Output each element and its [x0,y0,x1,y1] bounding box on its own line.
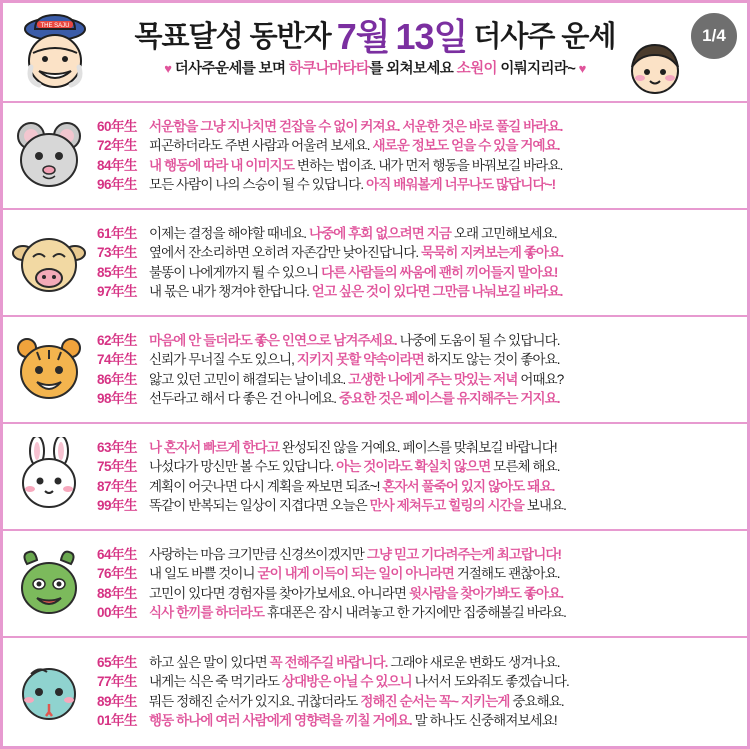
fortune-text-highlight: 아는 것이라도 확실치 않으면 [336,459,491,474]
fortune-text [149,606,566,620]
birth-year-label: 60年生 [97,118,138,134]
fortune-text-plain: 보내요. [523,498,567,513]
fortune-text [149,246,563,260]
subtitle-part-3: 이뤄지리라~ [500,61,576,77]
fortune-text-plain: 거절해도 괜찮아요. [453,566,560,581]
fortune-text-plain: 뭐든 정해진 순서가 있지요. 귀찮더라도 [149,693,361,709]
fortune-text-highlight: 마음에 안 들더라도 좋은 인연으로 남겨주세요. [149,332,397,348]
fortune-line [97,496,741,516]
heart-icon-left: ♥ [164,61,172,76]
svg-text:THE SAJU: THE SAJU [40,23,70,29]
fortune-lines [95,649,747,735]
fortune-text [149,480,554,494]
birth-year-label: 84年生 [97,157,138,173]
fortune-lines [95,434,747,520]
fortune-text [149,587,563,601]
fortune-line [97,477,741,497]
fortune-text-highlight: 윗사람을 찾아가봐도 좋아요. [408,585,564,601]
subtitle-part-2: 를 외쳐보세요 [369,61,454,77]
birth-year-label: 97年生 [97,284,138,299]
birth-year-label: 64年生 [97,546,138,562]
fortune-text-plain: 하고 싶은 말이 있다면 [149,654,270,670]
fortune-line [97,224,741,244]
fortune-text [149,656,560,670]
birth-year-label: 85年生 [97,264,138,280]
grandpa-mascot-icon [9,9,101,97]
birth-year-label: 62年生 [97,332,138,348]
zodiac-row-tiger [3,317,747,424]
fortune-text-highlight: 그냥 믿고 기다려주는게 최고랍니다! [366,546,562,562]
girl-mascot-icon [625,41,685,97]
fortune-text-plain: 모든 사람이 나의 스승이 될 수 있답니다. [149,177,367,192]
fortune-line [97,653,741,673]
fortune-text [149,334,560,348]
fortune-text-plain: 하지도 않는 것이 좋아요. [423,352,560,367]
fortune-text-plain: 오래 고민해보세요. [451,225,557,241]
fortune-text-plain: 불똥이 나에게까지 튈 수 있으니 [149,264,322,280]
fortune-text [149,548,561,562]
birth-year-label: 76年生 [97,566,138,581]
ox-avatar-icon [3,210,95,315]
fortune-text-plain: 내 일도 바쁠 것이니 [149,566,258,581]
zodiac-rows [3,103,747,745]
snake-avatar-icon [3,638,95,745]
fortune-text-highlight: 지키지 못할 약속이라면 [296,352,424,367]
fortune-text-plain: 휴대폰은 잠시 내려놓고 한 가지에만 집중해볼길 바라요. [263,605,567,620]
fortune-text-highlight: 다른 사람들의 싸움에 괜히 끼어들지 말아요! [321,264,558,280]
fortune-text [149,353,560,367]
fortune-text-highlight: 정해진 순서는 꼭~ 지키는게 [360,693,510,709]
fortune-text [149,441,557,455]
fortune-text-plain: 변하는 법이죠. 내가 먼저 행동을 바꿔보길 바라요. [293,157,563,173]
fortune-text-plain: 그래야 새로운 변화도 생겨나요. [387,654,560,670]
fortune-lines [95,113,747,199]
fortune-text-plain: 계획이 어긋나면 다시 계획을 짜보면 되죠~! [149,478,383,494]
fortune-text-highlight: 내 행동에 따라 내 이미지도 [149,157,294,173]
fortune-text-plain: 모른체 해요. [490,459,560,474]
fortune-text-plain: 말 하나도 신중해져보세요! [411,713,557,728]
fortune-text [149,227,557,241]
fortune-text-plain: 선두라고 해서 다 좋은 건 아니에요. [149,391,339,406]
fortune-line [97,438,741,458]
fortune-line [97,370,741,390]
fortune-text [149,460,560,474]
fortune-line [97,545,741,565]
fortune-text [149,266,557,280]
fortune-text-highlight: 중요한 것은 페이스를 유지해주는 거지요. [338,391,560,406]
fortune-text [149,139,560,153]
fortune-line [97,282,741,302]
birth-year-label: 87年生 [97,478,138,494]
heart-icon-right: ♥ [578,61,586,76]
fortune-line [97,331,741,351]
fortune-text-highlight: 나중에 후회 없으려면 지금 [308,225,452,241]
birth-year-label: 63年生 [97,439,138,455]
fortune-text [149,695,564,709]
fortune-text-highlight: 나 혼자서 빠르게 한다고 [149,439,279,455]
title-main: 목표달성 동반자 [134,20,331,53]
fortune-text [149,567,560,581]
birth-year-label: 88年生 [97,585,138,601]
fortune-text-plain: 내게는 식은 죽 먹기라도 [149,674,282,689]
fortune-text [149,499,566,513]
fortune-text-highlight: 혼자서 풀죽어 있지 않아도 돼요. [382,478,555,494]
fortune-lines [95,327,747,413]
fortune-text-highlight: 만사 제쳐두고 힐링의 시간을 [369,498,524,513]
zodiac-row-dragon [3,531,747,638]
rabbit-avatar-icon [3,424,95,529]
fortune-text-highlight: 서운함을 그냥 지나치면 걷잡을 수 없이 커져요. 서운한 것은 바로 풀길 바라요. [149,118,563,134]
fortune-text [149,392,560,406]
subtitle-highlight-1: 하쿠나마타타 [288,61,370,77]
fortune-text [149,285,562,299]
fortune-text-plain: 고민이 있다면 경험자를 찾아가보세요. 아니라면 [149,585,409,601]
fortune-lines [95,541,747,627]
fortune-line [97,672,741,692]
zodiac-row-rabbit [3,424,747,531]
fortune-text-highlight: 묵묵히 지켜보는게 좋아요. [421,245,564,260]
birth-year-label: 00年生 [97,605,138,620]
fortune-text-plain: 똑같이 반복되는 일상이 지겹다면 오늘은 [149,498,370,513]
zodiac-row-ox [3,210,747,317]
fortune-text-plain: 나중에 도움이 될 수 있답니다. [396,332,560,348]
fortune-text [149,714,557,728]
birth-year-label: 73年生 [97,245,138,260]
rat-avatar-icon [3,103,95,208]
fortune-text-highlight: 고생한 나에게 주는 맛있는 저녁 [348,371,518,387]
fortune-text-plain: 나섰다가 망신만 볼 수도 있답니다. [149,459,337,474]
fortune-line [97,564,741,584]
fortune-lines [95,220,747,306]
fortune-line [97,389,741,409]
fortune-text-plain: 완성되진 않을 거예요. 페이스를 맞춰보길 바랍니다! [278,439,557,455]
fortune-line [97,350,741,370]
fortune-text-highlight: 식사 한끼를 하더라도 [149,605,264,620]
birth-year-label: 98年生 [97,391,138,406]
title-day: 13일 [395,15,468,57]
birth-year-label: 65年生 [97,654,138,670]
birth-year-label: 89年生 [97,693,138,709]
birth-year-label: 72年生 [97,138,138,153]
fortune-text [149,120,562,134]
fortune-line [97,263,741,283]
birth-year-label: 99年生 [97,498,138,513]
fortune-line [97,117,741,137]
fortune-text-plain: 이제는 결정을 해야할 때네요. [149,225,309,241]
title-brand: 더사주 운세 [473,20,616,53]
fortune-text-highlight: 얻고 싶은 것이 있다면 그만큼 나눠보길 바라요. [311,284,563,299]
fortune-text-plain: 사랑하는 마음 크기만큼 신경쓰이겠지만 [149,546,367,562]
fortune-text-highlight: 아직 배워볼게 너무나도 많답니다~! [366,177,556,192]
fortune-text [149,178,555,192]
fortune-text [149,373,563,387]
birth-year-label: 61年生 [97,225,138,241]
subtitle-highlight-2: 소원이 [456,61,497,77]
fortune-line [97,584,741,604]
tiger-avatar-icon [3,317,95,422]
fortune-text [149,675,569,689]
fortune-line [97,175,741,195]
fortune-line [97,457,741,477]
fortune-text-highlight: 행동 하나에 여러 사람에게 영향력을 끼칠 거에요. [149,713,412,728]
fortune-text-plain: 나서서 도와줘도 좋겠습니다. [411,674,569,689]
fortune-text-highlight: 꼭 전해주길 바랍니다. [269,654,388,670]
fortune-text-highlight: 상대방은 아닐 수 있으니 [281,674,412,689]
zodiac-row-rat [3,103,747,210]
birth-year-label: 74年生 [97,352,138,367]
birth-year-label: 96年生 [97,177,138,192]
fortune-line [97,711,741,731]
fortune-text-plain: 앓고 있던 고민이 해결되는 날이네요. [149,371,349,387]
page-header [3,3,747,103]
fortune-line [97,692,741,712]
fortune-text-plain: 중요해요. [509,693,564,709]
birth-year-label: 86年生 [97,371,138,387]
fortune-text-plain: 신뢰가 무너질 수도 있으니, [149,352,297,367]
fortune-line [97,136,741,156]
fortune-text-plain: 어때요? [517,371,564,387]
fortune-line [97,603,741,623]
birth-year-label: 77年生 [97,674,138,689]
fortune-text-highlight: 새로운 정보도 얻을 수 있을 거예요. [372,138,560,153]
fortune-line [97,156,741,176]
fortune-text-highlight: 굳이 내게 이득이 되는 일이 아니라면 [257,566,454,581]
fortune-text [149,159,562,173]
fortune-text-plain: 피곤하더라도 주변 사람과 어울려 보세요. [149,138,373,153]
birth-year-label: 75年生 [97,459,138,474]
page-indicator-badge: 1/4 [689,11,739,61]
subtitle-part-1: 더사주운세를 보며 [174,61,286,77]
zodiac-row-snake [3,638,747,745]
fortune-text-plain: 내 몫은 내가 챙겨야 한답니다. [149,284,312,299]
birth-year-label: 01年生 [97,713,138,728]
dragon-avatar-icon [3,531,95,636]
title-month: 7월 [336,15,390,57]
fortune-text-plain: 옆에서 잔소리하면 오히려 자존감만 낮아진답니다. [149,245,422,260]
fortune-line [97,243,741,263]
